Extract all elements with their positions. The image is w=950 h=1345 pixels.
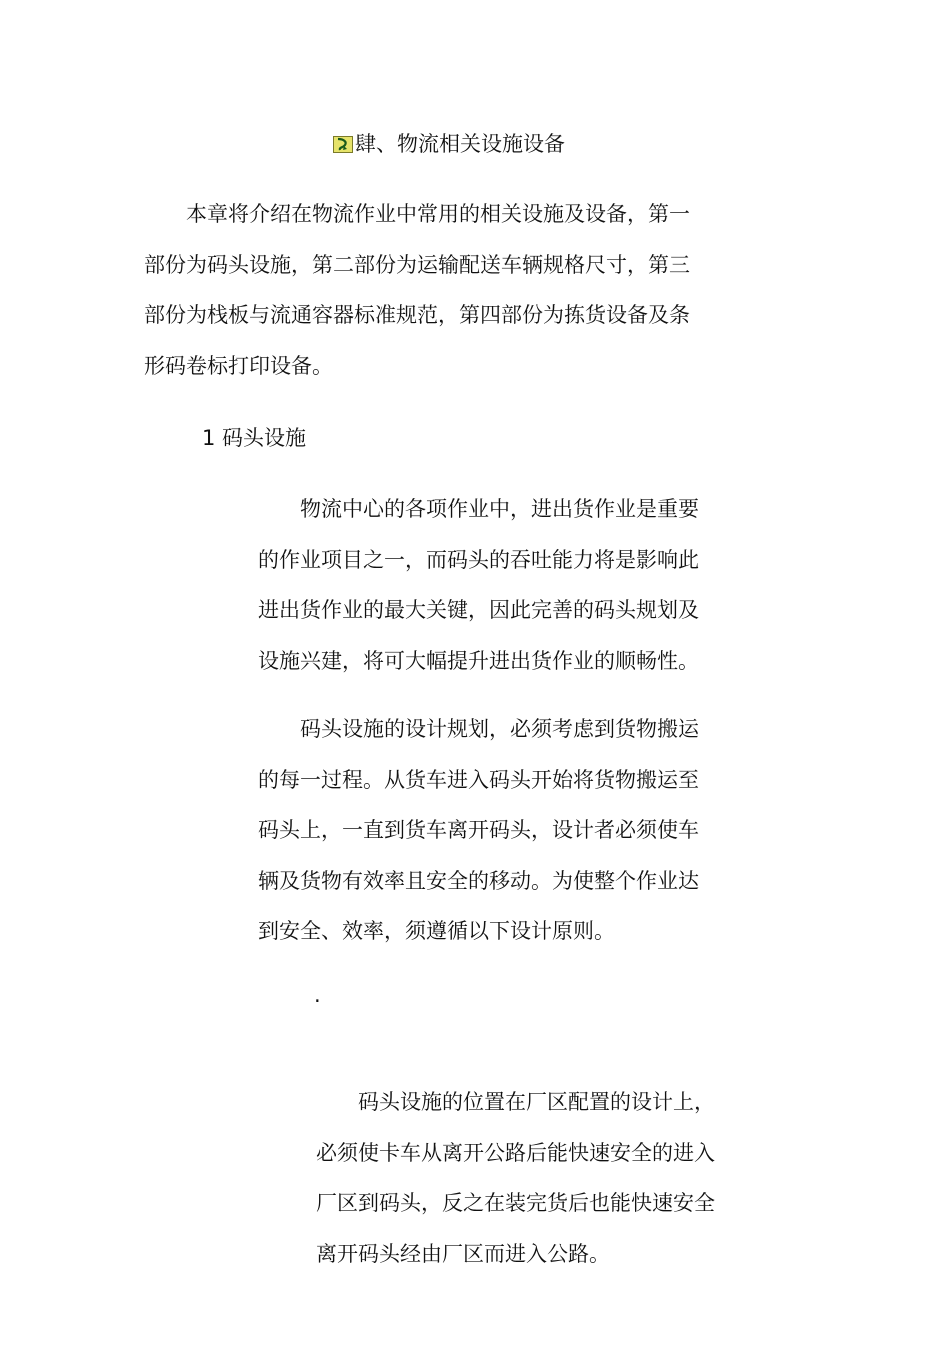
bullet-item [316,976,756,1279]
bullet-marker: · [314,989,321,1013]
section-heading-dock-facilities: 1 码头设施 [202,426,307,450]
dock-paragraph-1: 物流中心的各项作业中，进出货作业是重要 的作业项目之一，而码头的吞吐能力将是影响此 进出货作业的最大关键，因此完善的码头规划及 设施兴建，将可大幅提升进出货作业的顺畅性。 [258,497,699,673]
page-title [333,128,565,160]
page-title-text: 肆、物流相关设施设备 [355,132,565,156]
document-link-icon[interactable] [333,136,353,153]
dock-paragraph-2: 码头设施的设计规划，必须考虑到货物搬运 的每一过程。从货车进入码头开始将货物搬运至 码头上，一直到货车离开码头，设计者必须使车 辆及货物有效率且安全的移动。为使整个作业达 到安全、效率，须遵循以下设计原则。 [258,717,699,943]
intro-paragraph: 本章将介绍在物流作业中常用的相关设施及设备，第一 部份为码头设施，第二部份为运输配送车辆规格尺寸，第三 部份为栈板与流通容器标准规范，第四部份为拣货设备及条 形码卷标打印设备。 [144,202,690,378]
bullet-text: 码头设施的位置在厂区配置的设计上， 必须使卡车从离开公路后能快速安全的进入 厂区到码头，反之在装完货后也能快速安全 离开码头经由厂区而进入公路。 [316,1090,715,1266]
